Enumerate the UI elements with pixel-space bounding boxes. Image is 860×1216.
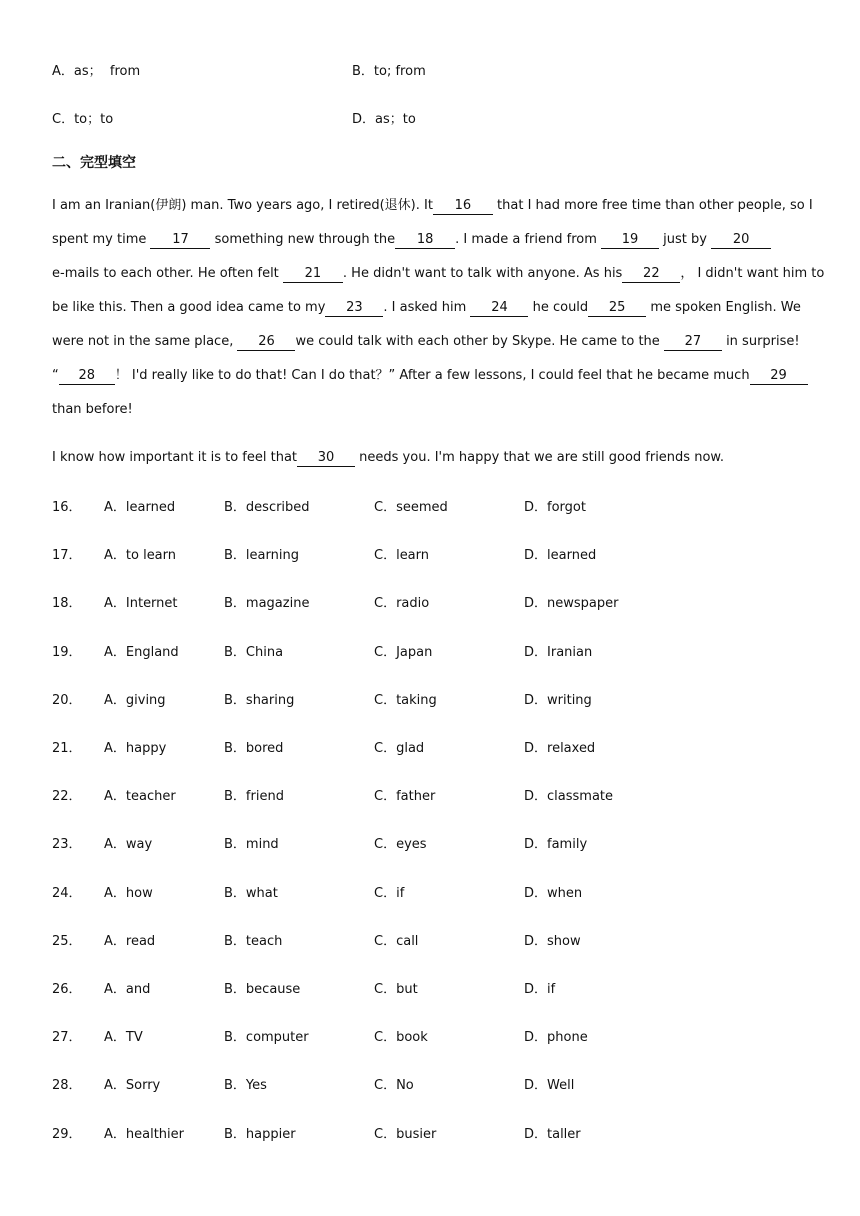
question-number: 24． (52, 885, 82, 901)
option-a: A．as； from (52, 64, 141, 79)
question-number: 27． (52, 1030, 82, 1046)
passage-text: be like this. Then a good idea came to my (52, 300, 326, 315)
option-b: B．what (224, 885, 278, 901)
option-d: D．Well (524, 1078, 575, 1094)
passage-text: than before! (52, 402, 133, 417)
question-row (52, 737, 812, 757)
question-row (52, 978, 812, 998)
option-b: B．friend (224, 789, 284, 805)
option-b: B．magazine (224, 596, 310, 612)
passage-text: ！ I'd really like to do that! Can I do that？” After a few lessons, I could feel that he became much (114, 368, 750, 383)
option-d: D．forgot (524, 500, 586, 515)
passage-text: . He didn't want to talk with anyone. As his (342, 266, 623, 281)
option-b: B．teach (224, 933, 283, 949)
option-d: D．phone (524, 1030, 588, 1046)
blank-28: 28 (59, 368, 115, 385)
option-a: A．and (104, 982, 151, 997)
option-d: D．taller (524, 1126, 581, 1142)
question-row (52, 1026, 812, 1046)
question-number: 25． (52, 933, 82, 949)
passage-text: spent my time (52, 232, 151, 247)
option-d: D．classmate (524, 789, 614, 805)
option-b: B．mind (224, 837, 279, 853)
passage-text: needs you. I'm happy that we are still good friends now. (355, 450, 724, 465)
question-number: 19． (52, 644, 82, 660)
prev-options-row-2 (52, 108, 812, 128)
blank-24: 24 (470, 300, 528, 317)
blank-19: 19 (601, 232, 659, 249)
option-a: A．Sorry (104, 1078, 161, 1094)
option-c: C．eyes (374, 837, 427, 853)
passage-line (52, 196, 813, 216)
blank-27: 27 (664, 334, 722, 351)
blank-16: 16 (433, 198, 493, 215)
option-c: C．to；to (52, 112, 114, 127)
option-c: C．call (374, 933, 419, 949)
option-a: A．giving (104, 692, 166, 708)
passage-line (52, 264, 824, 284)
blank-20: 20 (711, 232, 771, 249)
option-c: C．busier (374, 1126, 437, 1142)
passage-text: “ (52, 368, 59, 383)
option-a: A．way (104, 837, 153, 853)
option-c: C．Japan (374, 644, 433, 660)
prev-options-row-1 (52, 60, 812, 80)
option-b: B．happier (224, 1126, 296, 1142)
question-row (52, 785, 812, 805)
question-number: 28． (52, 1078, 82, 1094)
option-a: A．to learn (104, 548, 177, 564)
passage-text: in surprise! (721, 334, 800, 349)
option-c: C．radio (374, 596, 430, 612)
option-b: B．sharing (224, 692, 295, 708)
option-b: B．Yes (224, 1078, 267, 1094)
option-a: A．how (104, 885, 153, 901)
question-row (52, 1123, 812, 1143)
blank-17: 17 (150, 232, 210, 249)
option-c: C．book (374, 1030, 428, 1046)
passage-line (52, 366, 808, 386)
option-c: C．glad (374, 741, 425, 756)
option-d: D．as；to (352, 112, 416, 127)
option-d: D．newspaper (524, 596, 619, 612)
question-number: 17． (52, 548, 82, 564)
question-row (52, 930, 812, 950)
passage-text: I know how important it is to feel that (52, 450, 298, 465)
question-number: 16． (52, 500, 82, 515)
question-row (52, 689, 812, 709)
question-row (52, 833, 812, 853)
question-row (52, 496, 812, 516)
question-number: 20． (52, 692, 82, 708)
passage-text: he could (528, 300, 589, 315)
passage-text: I am an Iranian(伊朗) man. Two years ago, I retired(退休). It (52, 198, 433, 213)
option-b: B．described (224, 500, 310, 515)
question-row (52, 641, 812, 661)
option-a: A．England (104, 644, 179, 660)
passage-line (52, 298, 801, 318)
blank-26: 26 (237, 334, 295, 351)
option-d: D．if (524, 982, 556, 997)
question-number: 18． (52, 596, 82, 612)
passage-text: just by (659, 232, 712, 247)
question-number: 23． (52, 837, 82, 853)
question-row (52, 592, 812, 612)
passage-text: that I had more free time than other people, so I (492, 198, 813, 213)
option-b: B．to; from (352, 64, 426, 79)
option-d: D．writing (524, 692, 592, 708)
option-a: A．TV (104, 1030, 143, 1046)
option-d: D．learned (524, 548, 597, 564)
option-c: C．No (374, 1078, 414, 1094)
section-title: 二、完型填空 (52, 155, 136, 171)
blank-22: 22 (622, 266, 680, 283)
option-c: C．learn (374, 548, 430, 564)
option-a: A．teacher (104, 789, 176, 805)
option-a: A．learned (104, 500, 176, 515)
option-d: D．when (524, 885, 583, 901)
question-number: 26． (52, 982, 82, 997)
passage-text: . I asked him (383, 300, 471, 315)
option-c: C．father (374, 789, 436, 805)
option-a: A．happy (104, 741, 167, 756)
option-c: C．seemed (374, 500, 448, 515)
question-number: 21． (52, 741, 82, 756)
passage-text: me spoken English. We (646, 300, 801, 315)
question-number: 29． (52, 1126, 82, 1142)
question-row (52, 882, 812, 902)
option-b: B．learning (224, 548, 299, 564)
passage-text: something new through the (210, 232, 396, 247)
passage-text: . I made a friend from (455, 232, 602, 247)
blank-18: 18 (395, 232, 455, 249)
option-b: B．computer (224, 1030, 309, 1046)
question-row (52, 544, 812, 564)
blank-29: 29 (750, 368, 808, 385)
question-number: 22． (52, 789, 82, 805)
passage-line (52, 400, 133, 420)
passage-text: e-mails to each other. He often felt (52, 266, 283, 281)
passage-line (52, 448, 724, 468)
option-b: B．because (224, 982, 301, 997)
option-d: D．Iranian (524, 644, 593, 660)
question-row (52, 1074, 812, 1094)
option-a: A．healthier (104, 1126, 184, 1142)
blank-30: 30 (297, 450, 355, 467)
option-d: D．relaxed (524, 741, 596, 756)
passage-line (52, 230, 771, 250)
option-c: C．if (374, 885, 405, 901)
option-d: D．family (524, 837, 588, 853)
passage-text: we could talk with each other by Skype. He came to the (295, 334, 664, 349)
option-a: A．Internet (104, 596, 178, 612)
blank-23: 23 (325, 300, 383, 317)
blank-25: 25 (588, 300, 646, 317)
option-b: B．China (224, 644, 284, 660)
passage-text: were not in the same place, (52, 334, 238, 349)
option-c: C．but (374, 982, 418, 997)
blank-21: 21 (283, 266, 343, 283)
passage-line (52, 332, 800, 352)
passage-text: ， I didn't want him to (680, 266, 825, 281)
option-d: D．show (524, 933, 581, 949)
option-c: C．taking (374, 692, 437, 708)
option-b: B．bored (224, 741, 284, 756)
option-a: A．read (104, 933, 156, 949)
